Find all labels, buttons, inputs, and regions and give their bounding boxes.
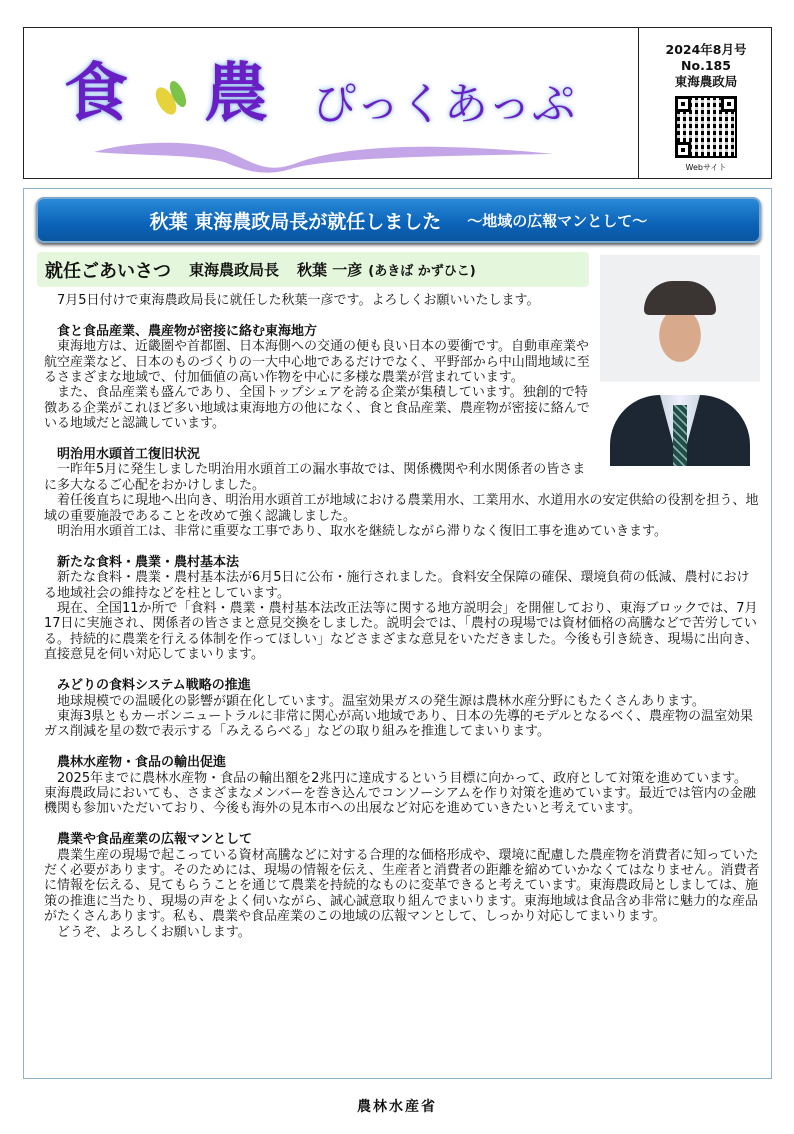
issue-date: 2024年8月号 bbox=[665, 42, 747, 57]
article-section bbox=[44, 555, 760, 663]
greeting-name: 秋葉 一彦 bbox=[297, 261, 363, 279]
issue-info bbox=[639, 28, 773, 176]
section-paragraph: 東海地方は、近畿圏や首都圏、日本海側への交通の便も良い日本の要衝です。自動車産業や航空産業など、日本のものづくりの一大中心地であるだけでなく、平野部から中山間地域に至るさまざまな地域で、付加価値の高い作物を中心に多様な農業が営まれています。 bbox=[44, 339, 590, 386]
article bbox=[23, 188, 772, 1079]
greeting-label: 就任ごあいさつ bbox=[45, 260, 171, 282]
logo-kana: ぴっくあっぷ bbox=[312, 79, 576, 130]
section-paragraph: 現在、全国11か所で「食料・農業・農村基本法改正法等に関する地方説明会」を開催しており、東海ブロックでは、7月17日に実施され、関係者の皆さまと意見交換をしました。説明会では、「農村の現場では資材価格の高騰などで苦労している。持続的に農業を行える体制を作ってほしい」などさまざまな意見をいただきました。今後も引き続き、現場に出向き、直接意見を伺い対応してまいります。 bbox=[44, 601, 758, 663]
article-section bbox=[44, 678, 760, 740]
article-section bbox=[44, 832, 760, 940]
section-paragraph: 新たな食料・農業・農村基本法が6月5日に公布・施行されました。食料安全保障の確保、環境負荷の低減、農村における地域社会の維持などを柱としています。 bbox=[44, 570, 750, 601]
intro-paragraph: 7月5日付けで東海農政局長に就任した秋葉一彦です。よろしくお願いいたします。 bbox=[57, 293, 540, 308]
publisher: 東海農政局 bbox=[674, 74, 738, 89]
section-paragraph: 一昨年5月に発生しました明治用水頭首工の漏水事故では、関係機関や利水関係者の皆さまに多大なるご心配をおかけしました。 bbox=[44, 462, 586, 493]
section-paragraph: 農業生産の現場で起こっている資材高騰などに対する合理的な価格形成や、環境に配慮した農産物を消費者に知っていただく必要があります。そのためには、現場の情報を伝え、生産者と消費者の距離を縮めていかなくてはなりません。消費者に情報を伝える、見てもらうことを通じて農業を持続的なものに変革できると考えています。東海農政局としましては、施策の推進に当たり、現場の声をよく伺いながら、誠心誠意取り組んでまいります。東海地域は食品含め非常に魅力的な産品がたくさんあります。私も、農業や食品産業のこの地域の広報マンとして、しっかり対応してまいります。 bbox=[44, 847, 760, 925]
section-paragraph: 明治用水頭首工は、非常に重要な工事であり、取水を継続しながら滞りなく復旧工事を進めていきます。 bbox=[57, 524, 667, 540]
section-heading: 食と食品産業、農産物が密接に絡む東海地方 bbox=[57, 323, 318, 339]
section-heading: 明治用水頭首工復旧状況 bbox=[57, 447, 201, 463]
section-heading: 新たな食料・農業・農村基本法 bbox=[57, 554, 240, 570]
qr-code-icon[interactable] bbox=[675, 96, 737, 158]
article-title: 秋葉 東海農政局長が就任しました bbox=[149, 210, 442, 233]
greeting-header bbox=[37, 252, 589, 287]
article-subtitle: ～地域の広報マンとして～ bbox=[467, 211, 648, 230]
article-section bbox=[44, 755, 760, 817]
article-body bbox=[44, 293, 760, 940]
section-paragraph: 東海3県ともカーボンニュートラルに非常に関心が高い地域であり、日本の先導的モデルとなるべく、農産物の温室効果ガス削減を星の数で表示する「みえるらべる」などの取り組みを推進してまいります。 bbox=[44, 708, 753, 740]
portrait-photo bbox=[600, 255, 760, 466]
newsletter-logo bbox=[54, 42, 614, 172]
section-paragraph: どうぞ、よろしくお願いします。 bbox=[57, 924, 251, 940]
issue-number: No.185 bbox=[681, 58, 731, 73]
section-paragraph: また、食品産業も盛んであり、全国トップシェアを誇る企業が集積しています。独創的で特徴ある企業がこれほど多い地域は東海地方の他になく、食と食品産業、農産物が密接に絡んでいる地域だと認識しています。 bbox=[44, 385, 590, 432]
logo-kanji-nou: 農 bbox=[204, 56, 268, 131]
section-paragraph: 着任後直ちに現地へ出向き、明治用水頭首工が地域における農業用水、工業用水、水道用水の安定供給の役割を担う、地域の重要施設であることを改めて強く認識しました。 bbox=[44, 493, 759, 524]
ministry-footer: 農林水産省 bbox=[357, 1099, 437, 1115]
section-paragraph: 2025年までに農林水産物・食品の輸出額を2兆円に達成するという目標に向かって、政府として対策を進めています。東海農政局においても、さまざまなメンバーを巻き込んでコンソーシアムを作り対策を進めています。最近では管内の金融機関も参加いただいており、今後も海外の見本市への出展など対応を進めていきたいと考えています。 bbox=[44, 770, 756, 817]
qr-label: Webサイト bbox=[685, 163, 727, 172]
greeting-reading: (あきば かずひこ) bbox=[368, 264, 476, 279]
masthead bbox=[23, 27, 772, 179]
logo-kanji-shoku: 食 bbox=[64, 56, 128, 131]
article-banner bbox=[36, 197, 761, 243]
section-paragraph: 地球規模での温暖化の影響が顕在化しています。温室効果ガスの発生源は農林水産分野にもたくさんあります。 bbox=[57, 693, 705, 709]
wave-decoration bbox=[94, 140, 554, 176]
greeting-position: 東海農政局長 bbox=[189, 261, 280, 279]
section-heading: みどりの食料システム戦略の推進 bbox=[57, 678, 251, 694]
section-heading: 農林水産物・食品の輸出促進 bbox=[57, 755, 227, 771]
section-heading: 農業や食品産業の広報マンとして bbox=[57, 832, 253, 848]
